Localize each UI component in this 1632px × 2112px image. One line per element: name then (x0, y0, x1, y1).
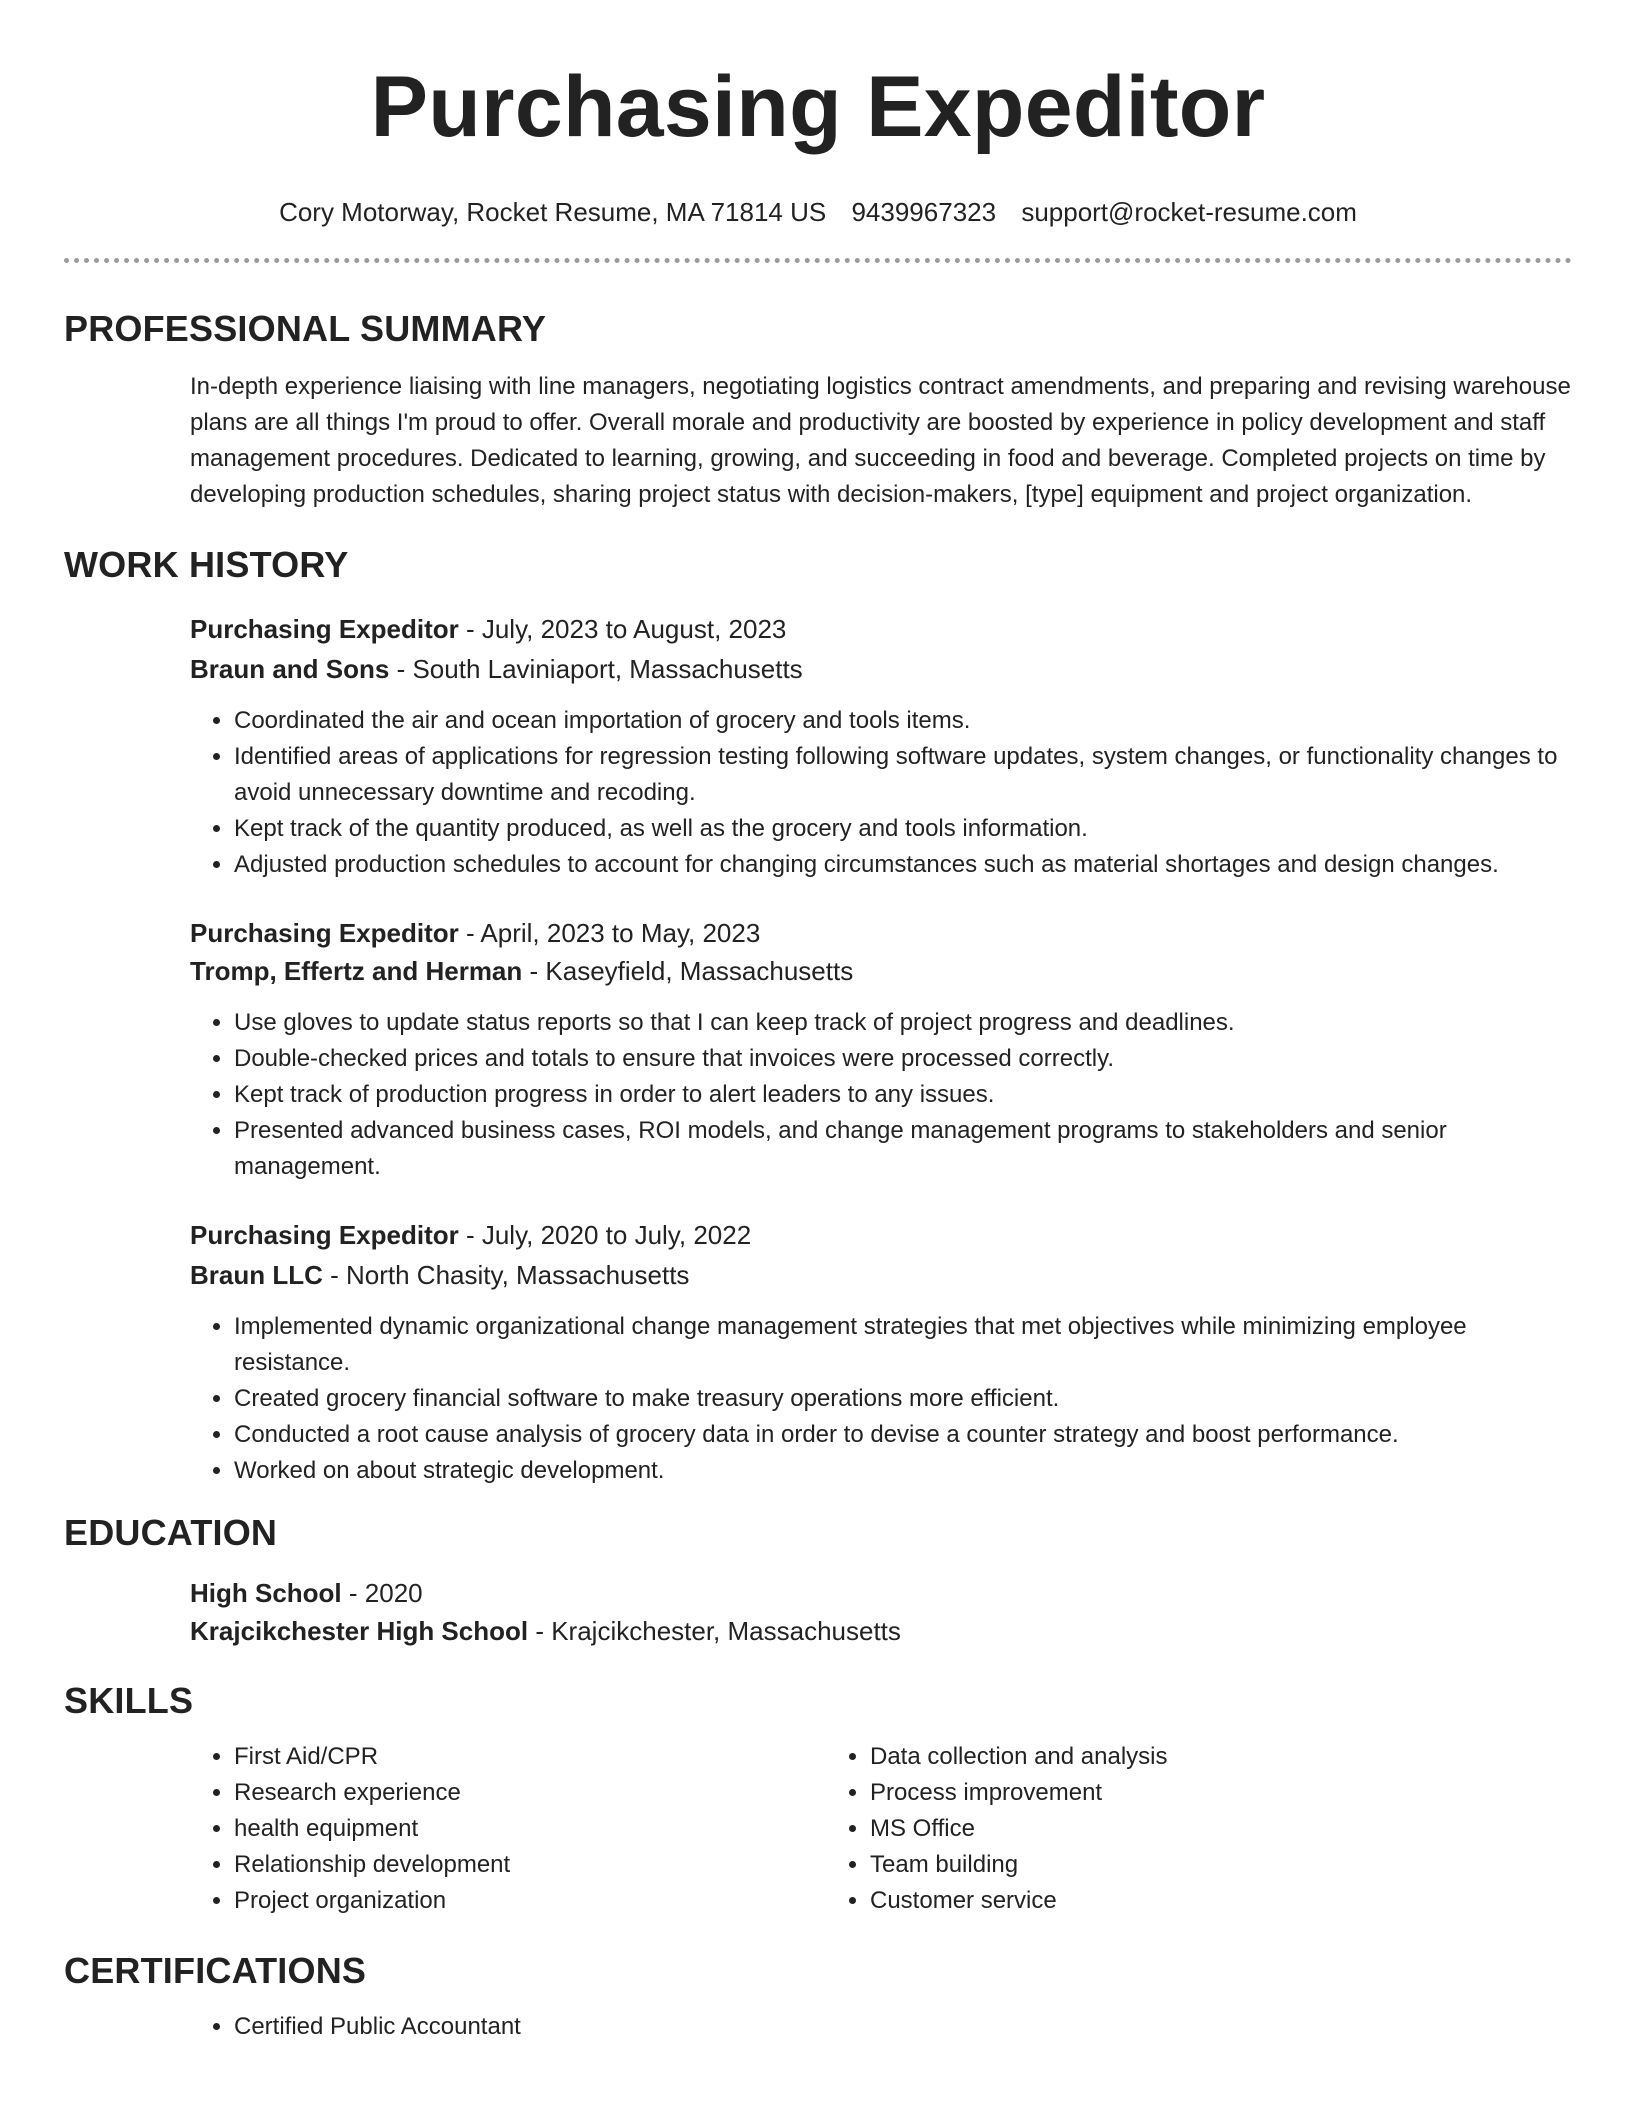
job-bullets (190, 703, 1572, 883)
job-bullets (190, 1005, 1572, 1185)
job-bullet: • Coordinated the air and ocean importation of grocery and tools items. (234, 703, 1572, 739)
job-bullet: • Double-checked prices and totals to ensure that invoices were processed correctly. (234, 1041, 1572, 1077)
job-bullet: • Use gloves to update status reports so that I can keep track of project progress and deadlines. (234, 1005, 1572, 1041)
certifications-section (64, 1949, 1572, 2045)
skill-item: • health equipment (234, 1811, 826, 1847)
skill-item: • Project organization (234, 1883, 826, 1919)
job-title-line (190, 611, 1572, 647)
job-company: Tromp, Effertz and Herman (190, 956, 523, 986)
skill-item: • Relationship development (234, 1847, 826, 1883)
skills-column-right (826, 1739, 1462, 1919)
contact-phone: 9439967323 (851, 197, 997, 227)
job-bullet: • Adjusted production schedules to account for changing circumstances such as material shortages and design changes. (234, 847, 1572, 883)
education-year: - 2020 (341, 1578, 423, 1608)
skill-item: • MS Office (870, 1811, 1462, 1847)
education-heading: EDUCATION (64, 1512, 278, 1553)
skill-item: • Customer service (870, 1883, 1462, 1919)
job-location: - Kaseyfield, Massachusetts (522, 956, 854, 986)
education-degree: High School (190, 1578, 342, 1608)
job-dates: - April, 2023 to May, 2023 (458, 918, 761, 948)
skills-section (64, 1679, 1572, 1919)
skill-item: • First Aid/CPR (234, 1739, 826, 1775)
job-entry (190, 611, 1572, 883)
summary-section (64, 307, 1572, 513)
job-company: Braun and Sons (190, 654, 390, 684)
skills-heading: SKILLS (64, 1680, 194, 1721)
job-bullet: • Identified areas of applications for regression testing following software updates, system changes, or functionality changes to avoid unnecessary downtime and recoding. (234, 739, 1572, 811)
work-history-heading: WORK HISTORY (64, 544, 349, 585)
job-entry (190, 915, 1572, 1185)
job-bullet: • Created grocery financial software to make treasury operations more efficient. (234, 1381, 1572, 1417)
job-company-line (190, 651, 1572, 687)
certification-item: • Certified Public Accountant (234, 2009, 1572, 2045)
education-school-line (190, 1613, 1572, 1649)
job-dates: - July, 2023 to August, 2023 (458, 614, 787, 644)
skill-item: • Data collection and analysis (870, 1739, 1462, 1775)
skills-grid (190, 1739, 1572, 1919)
job-company-line (190, 953, 1572, 989)
job-bullet: • Conducted a root cause analysis of grocery data in order to devise a counter strategy and boost performance. (234, 1417, 1572, 1453)
job-bullet: • Implemented dynamic organizational change management strategies that met objectives while minimizing employee resistance. (234, 1309, 1572, 1381)
contact-email: support@rocket-resume.com (1021, 197, 1357, 227)
job-bullet: • Worked on about strategic development. (234, 1453, 1572, 1489)
job-title-line (190, 1217, 1572, 1253)
skill-item: • Team building (870, 1847, 1462, 1883)
job-entry (190, 1217, 1572, 1489)
skill-item: • Process improvement (870, 1775, 1462, 1811)
job-title: Purchasing Expeditor (190, 918, 459, 948)
job-company-line (190, 1257, 1572, 1293)
job-bullets (190, 1309, 1572, 1489)
job-location: - North Chasity, Massachusetts (322, 1260, 690, 1290)
job-company: Braun LLC (190, 1260, 323, 1290)
summary-text: In-depth experience liaising with line managers, negotiating logistics contract amendments, and preparing and revising warehouse plans are all things I'm proud to offer. Overall morale and productivity are boosted by experience in policy development and staff management procedures. Dedicated to learning, growing, and succeeding in food and beverage. Completed projects on time by developing production schedules, sharing project status with decision-makers, [type] equipment and project organization. (190, 373, 1571, 508)
skills-column-left (190, 1739, 826, 1919)
job-location: - South Laviniaport, Massachusetts (389, 654, 803, 684)
certifications-heading: CERTIFICATIONS (64, 1950, 367, 1991)
skill-item: • Research experience (234, 1775, 826, 1811)
contact-line (64, 194, 1572, 230)
certifications-list (190, 2009, 1572, 2045)
resume-title: Purchasing Expeditor (370, 59, 1266, 155)
education-section (64, 1511, 1572, 1649)
education-location: - Krajcikchester, Massachusetts (528, 1616, 901, 1646)
header-divider (64, 258, 1572, 263)
contact-address: Cory Motorway, Rocket Resume, MA 71814 US (279, 197, 827, 227)
job-bullet: • Presented advanced business cases, ROI models, and change management programs to stakeholders and senior management. (234, 1113, 1572, 1185)
job-bullet: • Kept track of production progress in order to alert leaders to any issues. (234, 1077, 1572, 1113)
job-title: Purchasing Expeditor (190, 614, 459, 644)
education-school: Krajcikchester High School (190, 1616, 529, 1646)
job-title: Purchasing Expeditor (190, 1220, 459, 1250)
summary-heading: PROFESSIONAL SUMMARY (64, 308, 547, 349)
job-dates: - July, 2020 to July, 2022 (458, 1220, 752, 1250)
work-history-section (64, 543, 1572, 1489)
job-title-line (190, 915, 1572, 951)
education-degree-line (190, 1575, 1572, 1611)
job-bullet: • Kept track of the quantity produced, as well as the grocery and tools information. (234, 811, 1572, 847)
